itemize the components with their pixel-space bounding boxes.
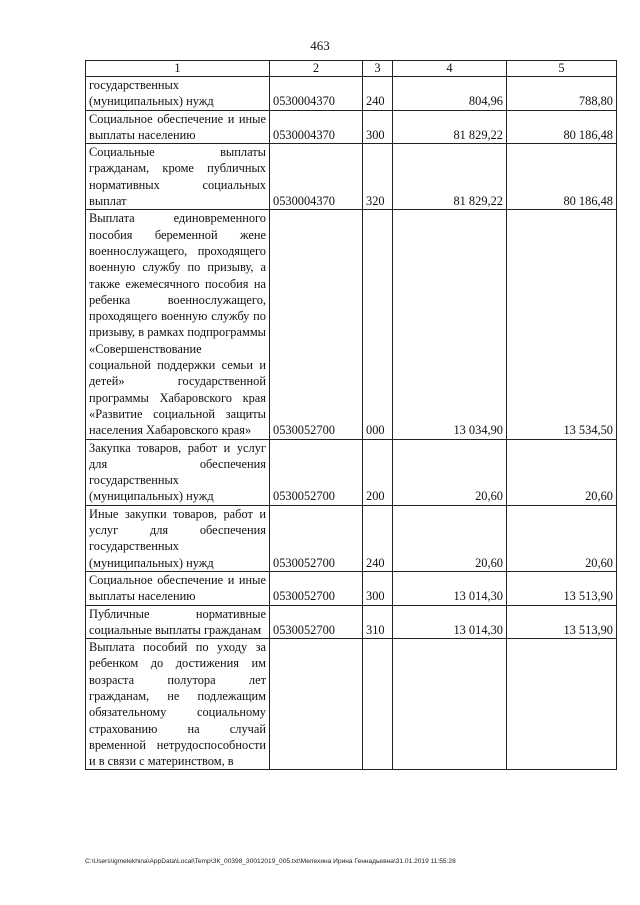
expense-type — [363, 639, 393, 770]
row-name: Социальное обеспечение и иные выплаты населению — [86, 110, 270, 144]
amount-col5: 13 513,90 — [507, 571, 617, 605]
target-code — [270, 639, 363, 770]
table-row — [86, 110, 617, 144]
amount-col4: 804,96 — [393, 77, 507, 111]
table-body — [86, 77, 617, 770]
amount-col4: 13 034,90 — [393, 210, 507, 439]
column-header-1: 1 — [86, 61, 270, 77]
expense-type: 240 — [363, 505, 393, 571]
budget-table — [85, 60, 617, 770]
row-name: Социальные выплаты гражданам, кроме публичных нормативных социальных выплат — [86, 144, 270, 210]
amount-col5: 80 186,48 — [507, 144, 617, 210]
amount-col4: 20,60 — [393, 439, 507, 505]
row-name: Публичные нормативные социальные выплаты гражданам — [86, 605, 270, 639]
table-row — [86, 571, 617, 605]
amount-col5: 80 186,48 — [507, 110, 617, 144]
row-name: государственных (муниципальных) нужд — [86, 77, 270, 111]
amount-col5: 13 534,50 — [507, 210, 617, 439]
table-header-row — [86, 61, 617, 77]
amount-col4: 13 014,30 — [393, 605, 507, 639]
expense-type: 300 — [363, 571, 393, 605]
target-code: 0530052700 — [270, 605, 363, 639]
expense-type: 320 — [363, 144, 393, 210]
target-code: 0530004370 — [270, 77, 363, 111]
column-header-4: 4 — [393, 61, 507, 77]
amount-col5: 20,60 — [507, 505, 617, 571]
row-name: Социальное обеспечение и иные выплаты населению — [86, 571, 270, 605]
row-name: Закупка товаров, работ и услуг для обеспечения государственных (муниципальных) нужд — [86, 439, 270, 505]
amount-col5 — [507, 639, 617, 770]
amount-col4: 81 829,22 — [393, 144, 507, 210]
amount-col4 — [393, 639, 507, 770]
table-row — [86, 639, 617, 770]
table-row — [86, 505, 617, 571]
row-name: Выплата пособий по уходу за ребенком до достижения им возраста полутора лет гражданам, не подлежащим обязательному социальному страхованию на случай временной нетрудоспособности и в связи с материнством, в — [86, 639, 270, 770]
table-row — [86, 144, 617, 210]
table-row — [86, 210, 617, 439]
table-row — [86, 77, 617, 111]
expense-type: 310 — [363, 605, 393, 639]
amount-col4: 13 014,30 — [393, 571, 507, 605]
amount-col5: 20,60 — [507, 439, 617, 505]
target-code: 0530052700 — [270, 210, 363, 439]
column-header-2: 2 — [270, 61, 363, 77]
amount-col4: 20,60 — [393, 505, 507, 571]
column-header-5: 5 — [507, 61, 617, 77]
expense-type: 300 — [363, 110, 393, 144]
expense-type: 000 — [363, 210, 393, 439]
row-name: Иные закупки товаров, работ и услуг для обеспечения государственных (муниципальных) нужд — [86, 505, 270, 571]
target-code: 0530052700 — [270, 505, 363, 571]
amount-col4: 81 829,22 — [393, 110, 507, 144]
table-row — [86, 605, 617, 639]
table-row — [86, 439, 617, 505]
target-code: 0530004370 — [270, 144, 363, 210]
target-code: 0530052700 — [270, 439, 363, 505]
column-header-3: 3 — [363, 61, 393, 77]
page-number: 463 — [310, 38, 330, 53]
row-name: Выплата единовременного пособия беременной жене военнослужащего, проходящего военную службу по призыву, а также ежемесячного пособия на ребенка военнослужащего, проходящего военную службу по призыву, в рамках подпрограммы «Совершенствование социальной поддержки семьи и детей» государственной программы Хабаровского края «Развитие социальной защиты населения Хабаровского края» — [86, 210, 270, 439]
expense-type: 200 — [363, 439, 393, 505]
target-code: 0530052700 — [270, 571, 363, 605]
amount-col5: 788,80 — [507, 77, 617, 111]
amount-col5: 13 513,90 — [507, 605, 617, 639]
target-code: 0530004370 — [270, 110, 363, 144]
document-footer-path: C:\Users\igmelekhina\AppData\Local\Temp\ЗК_00398_30012019_005.txt\Мелехина Ирина Геннадьевна\31.01.2019 11:55:28 — [85, 858, 456, 865]
expense-type: 240 — [363, 77, 393, 111]
